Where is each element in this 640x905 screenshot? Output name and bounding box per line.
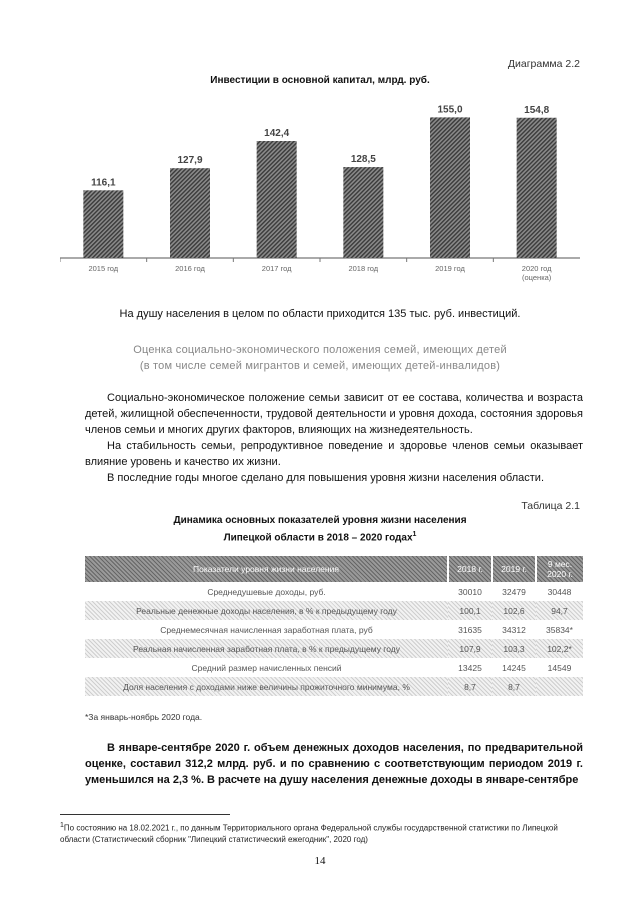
- diagram-label: Диаграмма 2.2: [507, 58, 580, 70]
- table-title-line2-text: Липецкой области в 2018 – 2020 годах: [223, 532, 413, 544]
- row-value-2020: 102,2*: [536, 639, 583, 658]
- bar: [170, 168, 210, 258]
- bar: [343, 167, 383, 258]
- table-row: [85, 677, 583, 696]
- header-2018: 2018 г.: [448, 556, 492, 582]
- bar-value-label: 142,4: [264, 128, 290, 139]
- x-tick-label: 2017 год: [261, 264, 292, 273]
- row-value-2018: 107,9: [448, 639, 492, 658]
- footnote-divider: [60, 814, 230, 815]
- bar-value-label: 116,1: [91, 177, 116, 189]
- bar: [430, 117, 470, 258]
- row-value-2018: 8,7: [448, 677, 492, 696]
- footnote: [60, 820, 583, 845]
- row-value-2018: 30010: [458, 586, 482, 597]
- footnote-text: По состоянию на 18.02.2021 г., по данным Территориального органа Федеральной службы государственной статистики по Липецкой области (Статистический сборник "Липецкий статистический ежегодник", 2020 год): [60, 823, 558, 844]
- header-2019: 2019 г.: [492, 556, 536, 582]
- per-capita-investment-text: На душу населения в целом по области приходится 135 тыс. руб. инвестиций.: [119, 308, 521, 320]
- table-title-footnote-mark: 1: [412, 531, 417, 538]
- paragraph-2: На стабильность семьи, репродуктивное поведение и здоровье членов семьи оказывает влияние уровень и качество их жизни.: [85, 440, 583, 468]
- row-value-2020: [536, 677, 583, 696]
- x-tick-label: 2016 год: [175, 264, 205, 273]
- row-value-2019: 14245: [502, 662, 526, 673]
- footnote-mark: 1: [60, 822, 64, 829]
- row-value-2019: 8,7: [492, 677, 536, 696]
- bar: [257, 141, 297, 258]
- bar-value-label: 155,0: [437, 104, 463, 116]
- row-value-2018: 31635: [458, 624, 482, 635]
- bar-value-label: 154,8: [524, 104, 550, 116]
- table-row: [85, 658, 583, 677]
- x-tick-label: (оценка): [522, 273, 552, 282]
- table-note: *За январь-ноябрь 2020 года.: [85, 712, 203, 722]
- table-row: [85, 639, 583, 658]
- row-value-2019: 32479: [502, 586, 526, 597]
- header-indicator: Показатели уровня жизни населения: [85, 556, 448, 582]
- bar: [517, 118, 557, 258]
- table-title: [0, 514, 640, 545]
- table-title-line2: [0, 528, 640, 545]
- row-value-2018: 13425: [458, 662, 482, 673]
- investment-bar-chart: [60, 90, 580, 290]
- table-header-row: [85, 556, 583, 582]
- table-row: [85, 582, 583, 601]
- row-value-2020: 14549: [547, 662, 572, 673]
- chart-title: Инвестиции в основной капитал, млрд. руб.: [210, 75, 430, 86]
- row-label: Средний размер начисленных пенсий: [191, 662, 342, 673]
- row-value-2019: 102,6: [492, 601, 536, 620]
- x-tick-label: 2020 год: [521, 264, 552, 273]
- x-tick-label: 2018 год: [348, 264, 379, 273]
- x-tick-label: 2015 год: [88, 264, 119, 273]
- row-label: Доля населения с доходами ниже величины прожиточного минимума, %: [85, 677, 448, 696]
- row-value-2020: 30448: [547, 586, 572, 597]
- paragraph-1: Социально-экономическое положение семьи зависит от ее состава, количества и возраста детей, жилищной обеспеченности, трудовой деятельности и уровня дохода, состояния здоровья членов семьи и многих других факторов, влияющих на жизнедеятельность.: [85, 392, 583, 436]
- section-title-line1: Оценка социально-экономического положения семей, имеющих детей: [133, 344, 507, 356]
- section-title-line2: (в том числе семей мигрантов и семей, имеющих детей-инвалидов): [139, 360, 501, 372]
- row-label: Реальная начисленная заработная плата, в % к предыдущему году: [85, 639, 448, 658]
- row-label: Реальные денежные доходы населения, в % к предыдущему году: [85, 601, 448, 620]
- income-paragraph: В январе-сентябре 2020 г. объем денежных доходов населения, по предварительной оценке, составил 312,2 млрд. руб. и по сравнению с соответствующим периодом 2019 г. уменьшился на 2,3 %. В расчете на душу населения денежные доходы в январе-сентябре: [85, 742, 583, 786]
- bar-value-label: 128,5: [350, 154, 376, 166]
- living-standards-table: [85, 556, 583, 696]
- bar-value-label: 127,9: [177, 155, 203, 167]
- row-value-2020: 35834*: [546, 624, 573, 635]
- x-tick-label: 2019 год: [435, 264, 465, 273]
- header-9m-2020: 9 мес. 2020 г.: [536, 556, 583, 582]
- bar: [83, 190, 123, 258]
- page-number: 14: [314, 855, 326, 867]
- row-value-2019: 34312: [502, 624, 526, 635]
- table-row: [85, 620, 583, 639]
- row-value-2018: 100,1: [448, 601, 492, 620]
- row-value-2020: 94,7: [536, 601, 583, 620]
- table-title-line1: Динамика основных показателей уровня жизни населения: [173, 515, 467, 526]
- row-value-2019: 103,3: [492, 639, 536, 658]
- row-label: Среднемесячная начисленная заработная плата, руб: [160, 624, 373, 635]
- table-row: [85, 601, 583, 620]
- table-label: Таблица 2.1: [521, 500, 580, 512]
- paragraph-3: В последние годы многое сделано для повышения уровня жизни населения области.: [107, 472, 544, 484]
- row-label: Среднедушевые доходы, руб.: [207, 586, 326, 597]
